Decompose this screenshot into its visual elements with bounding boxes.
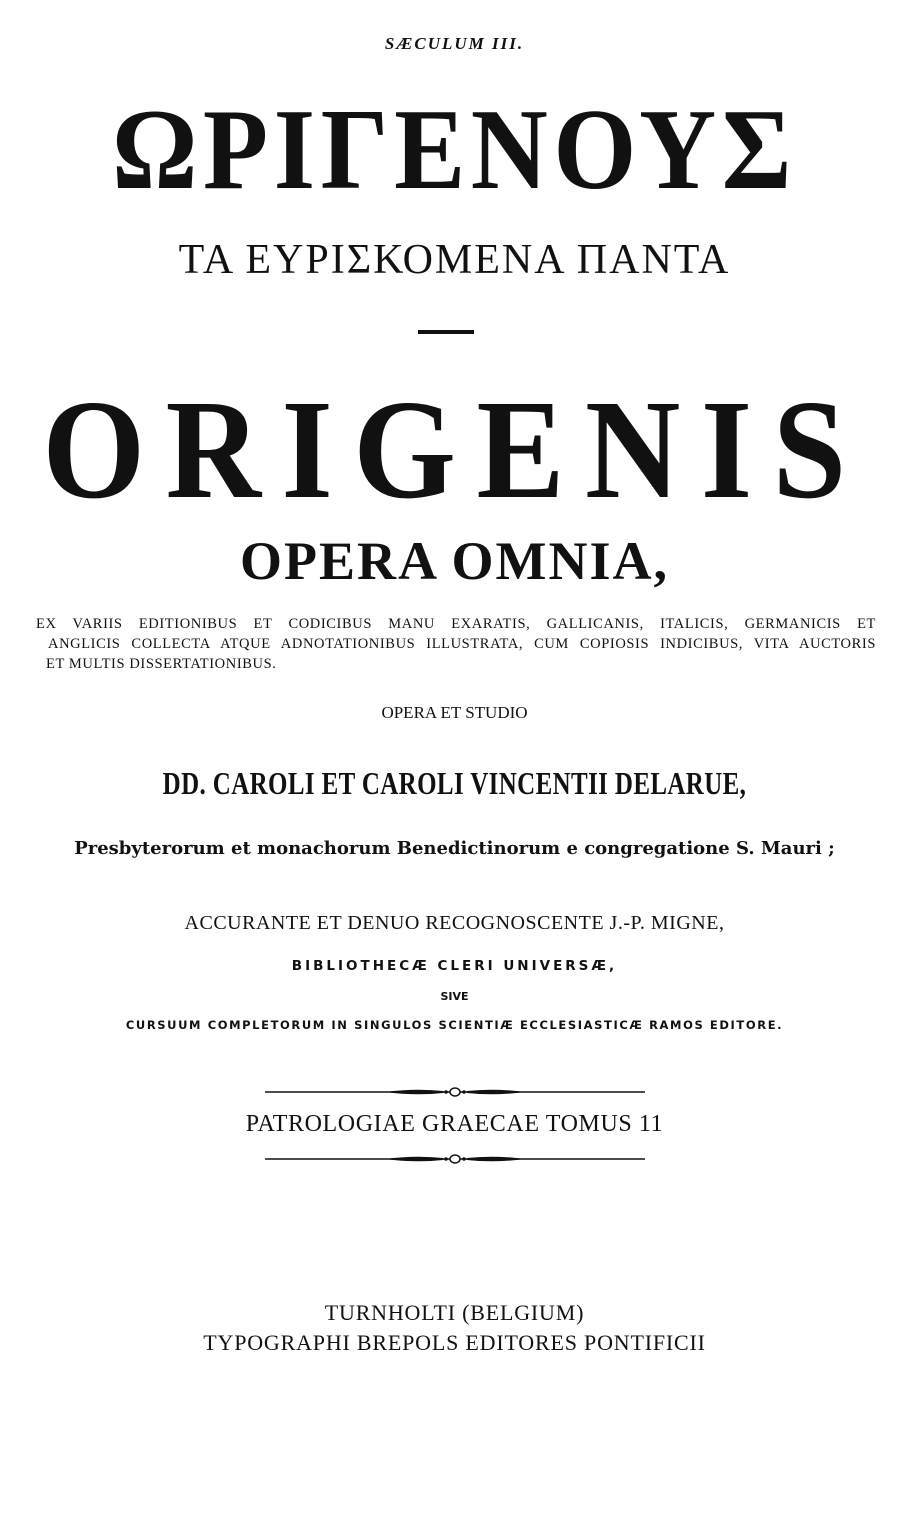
sive-line: SIVE xyxy=(440,990,469,1003)
accurante-line: ACCURANTE ET DENUO RECOGNOSCENTE J.-P. MIGNE, xyxy=(184,912,725,934)
edition-description xyxy=(36,614,876,674)
description-line-1: EX VARIIS EDITIONIBUS ET CODICIBUS MANU EXARATIS, GALLICANIS, ITALICIS, GERMANICIS ET xyxy=(36,616,876,632)
century-label: SÆCULUM III. xyxy=(384,34,525,53)
work-title: OPERA OMNIA, xyxy=(240,531,669,591)
ornamental-rule-bottom xyxy=(265,1152,645,1166)
description-line-2: ANGLICIS COLLECTA ATQUE ADNOTATIONIBUS ILLUSTRATA, CUM COPIOSIS INDICIBUS, VITA AUCTORIS xyxy=(48,636,876,652)
opera-et-studio-label: OPERA ET STUDIO xyxy=(381,703,528,722)
greek-author-name: ΩΡΙΓΕΝΟΥΣ xyxy=(111,86,798,214)
cursuum-line: CURSUUM COMPLETORUM IN SINGULOS SCIENTIÆ ECCLESIASTICÆ RAMOS EDITORE. xyxy=(125,1018,784,1032)
bibliothecae-line: BIBLIOTHECÆ CLERI UNIVERSÆ, xyxy=(291,958,618,974)
editor-names: DD. CAROLI ET CAROLI VINCENTII DELARUE, xyxy=(162,765,747,801)
volume-label: PATROLOGIAE GRAECAE TOMUS 11 xyxy=(245,1111,664,1137)
editor-affiliation: Presbyterorum et monachorum Benedictinorum e congregatione S. Mauri ; xyxy=(74,838,835,859)
description-line-3: ET MULTIS DISSERTATIONIBUS. xyxy=(46,656,277,672)
imprint-printer: TYPOGRAPHI BREPOLS EDITORES PONTIFICII xyxy=(203,1330,706,1355)
title-divider xyxy=(418,330,474,334)
latin-author-name: ORIGENIS xyxy=(42,370,867,528)
imprint-place: TURNHOLTI (BELGIUM) xyxy=(324,1300,585,1325)
ornamental-rule-top xyxy=(265,1085,645,1099)
greek-subtitle: ΤΑ ΕΥΡΙΣΚΟΜΕΝΑ ΠΑΝΤΑ xyxy=(178,237,731,283)
